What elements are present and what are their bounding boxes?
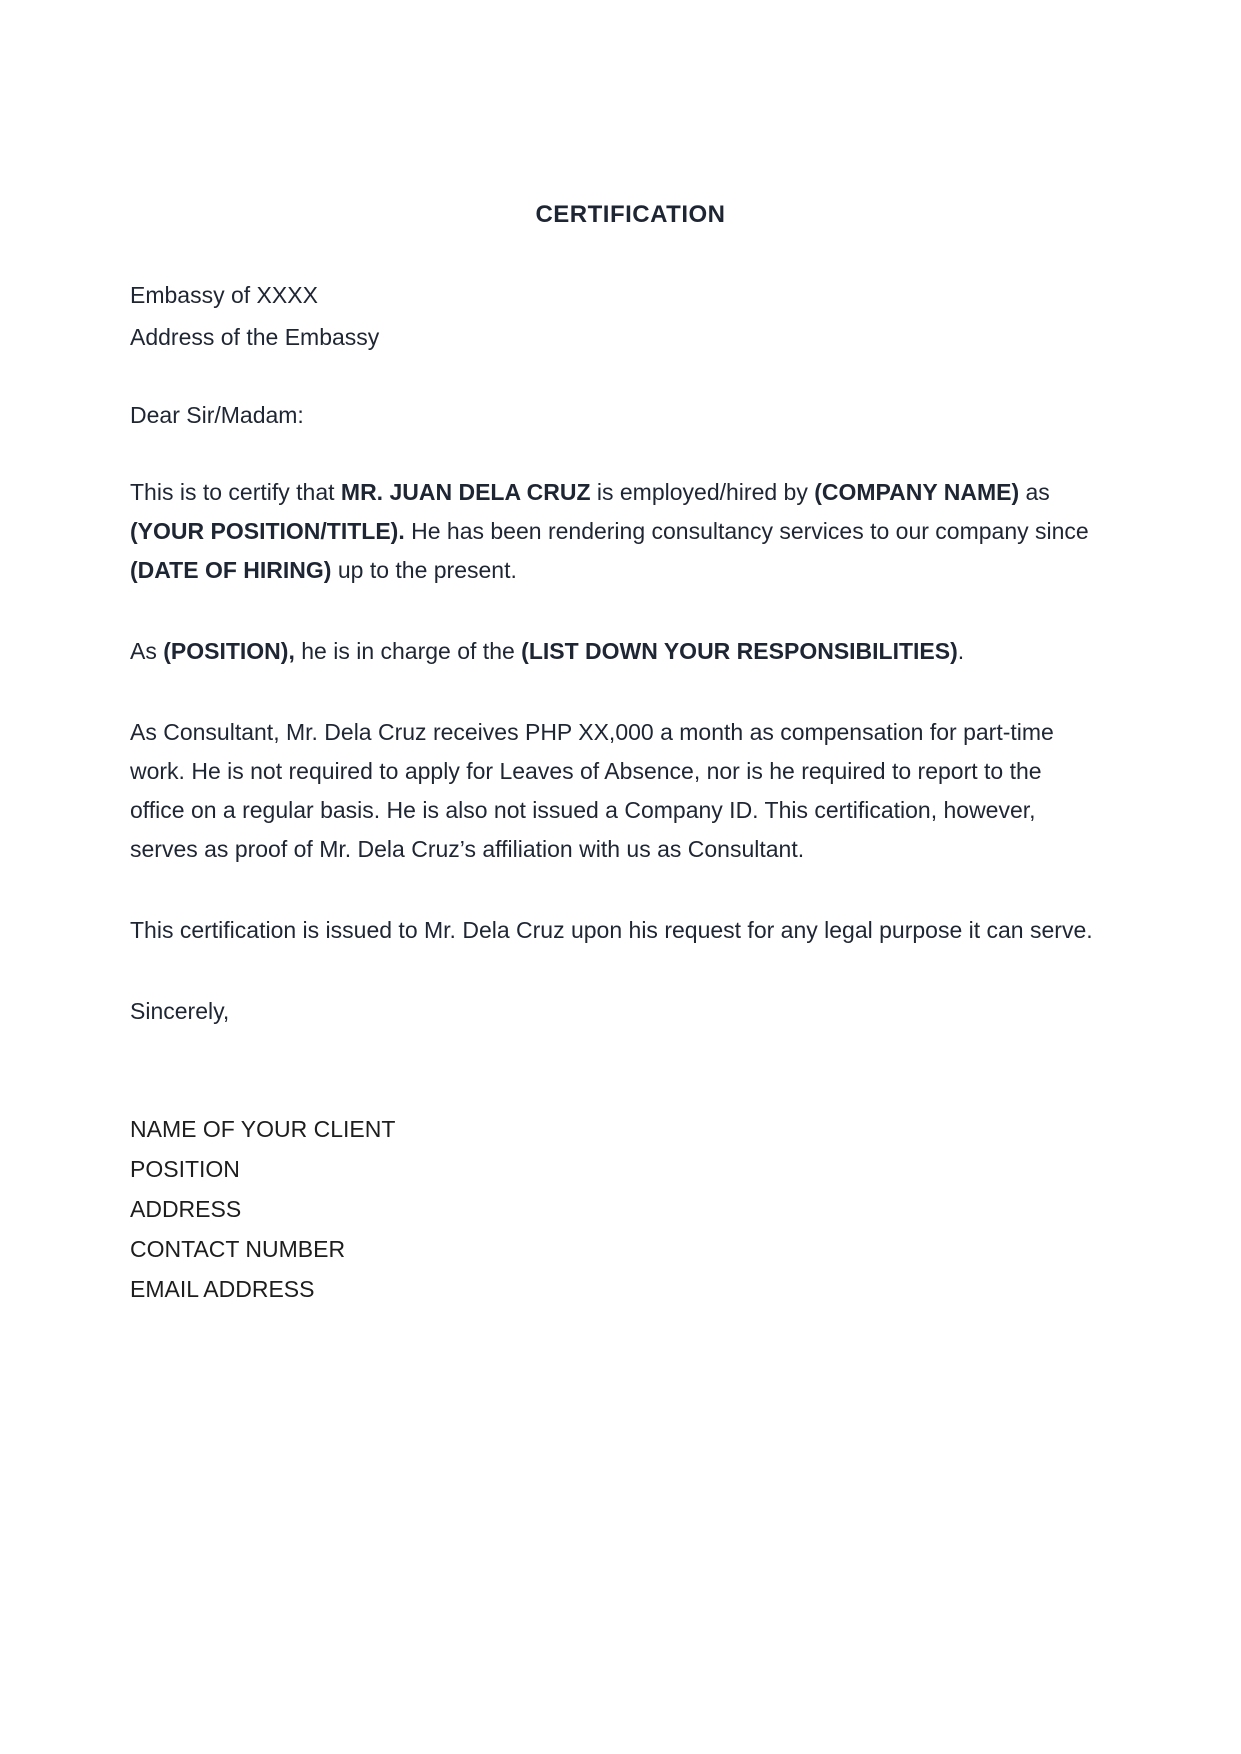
letter-title: CERTIFICATION (535, 201, 726, 228)
paragraph-line (130, 752, 1131, 791)
paragraph-line (130, 830, 1131, 869)
text-run: This is to certify that (130, 479, 341, 505)
body-paragraph (130, 713, 1131, 869)
body-paragraph (130, 632, 1131, 671)
text-run: work. He is not required to apply for Leaves of Absence, nor is he required to report to the (130, 758, 1042, 784)
paragraph-line (130, 512, 1131, 551)
signature-line: CONTACT NUMBER (130, 1236, 346, 1262)
signature-block (130, 1109, 1131, 1309)
body-paragraph (130, 473, 1131, 590)
recipient-block (130, 274, 1131, 358)
text-run: is employed/hired by (590, 479, 815, 505)
signature-line: NAME OF YOUR CLIENT (130, 1116, 396, 1142)
text-run: he is in charge of the (294, 638, 522, 664)
text-run: as (1019, 479, 1050, 505)
salutation: Dear Sir/Madam: (130, 402, 304, 428)
letter-body (130, 473, 1131, 950)
recipient-name: Embassy of XXXX (130, 282, 318, 308)
signature-line: EMAIL ADDRESS (130, 1276, 315, 1302)
signature-line: POSITION (130, 1156, 240, 1182)
closing: Sincerely, (130, 998, 230, 1024)
bold-text-run: (POSITION), (163, 638, 295, 664)
bold-text-run: (DATE OF HIRING) (130, 557, 332, 583)
text-run: office on a regular basis. He is also not issued a Company ID. This certification, however, (130, 797, 1036, 823)
text-run: This certification is issued to Mr. Dela Cruz upon his request for any legal purpose it can serve. (130, 917, 1093, 943)
bold-text-run: MR. JUAN DELA CRUZ (340, 479, 591, 505)
text-run: serves as proof of Mr. Dela Cruz’s affiliation with us as Consultant. (130, 836, 805, 862)
paragraph-line (130, 551, 1131, 590)
paragraph-line (130, 791, 1131, 830)
paragraph-line (130, 473, 1131, 512)
paragraph-line (130, 713, 1131, 752)
paragraph-line (130, 911, 1131, 950)
recipient-address: Address of the Embassy (130, 324, 380, 350)
bold-text-run: (COMPANY NAME) (814, 479, 1020, 505)
bold-text-run: (LIST DOWN YOUR RESPONSIBILITIES) (521, 638, 958, 664)
body-paragraph (130, 911, 1131, 950)
signature-line: ADDRESS (130, 1196, 242, 1222)
text-run: He has been rendering consultancy services to our company since (404, 518, 1089, 544)
text-run: up to the present. (331, 557, 517, 583)
text-run: . (957, 638, 965, 664)
bold-text-run: (YOUR POSITION/TITLE). (130, 518, 405, 544)
text-run: As Consultant, Mr. Dela Cruz receives PHP XX,000 a month as compensation for part-time (130, 719, 1054, 745)
paragraph-line (130, 632, 1131, 671)
text-run: As (130, 638, 164, 664)
